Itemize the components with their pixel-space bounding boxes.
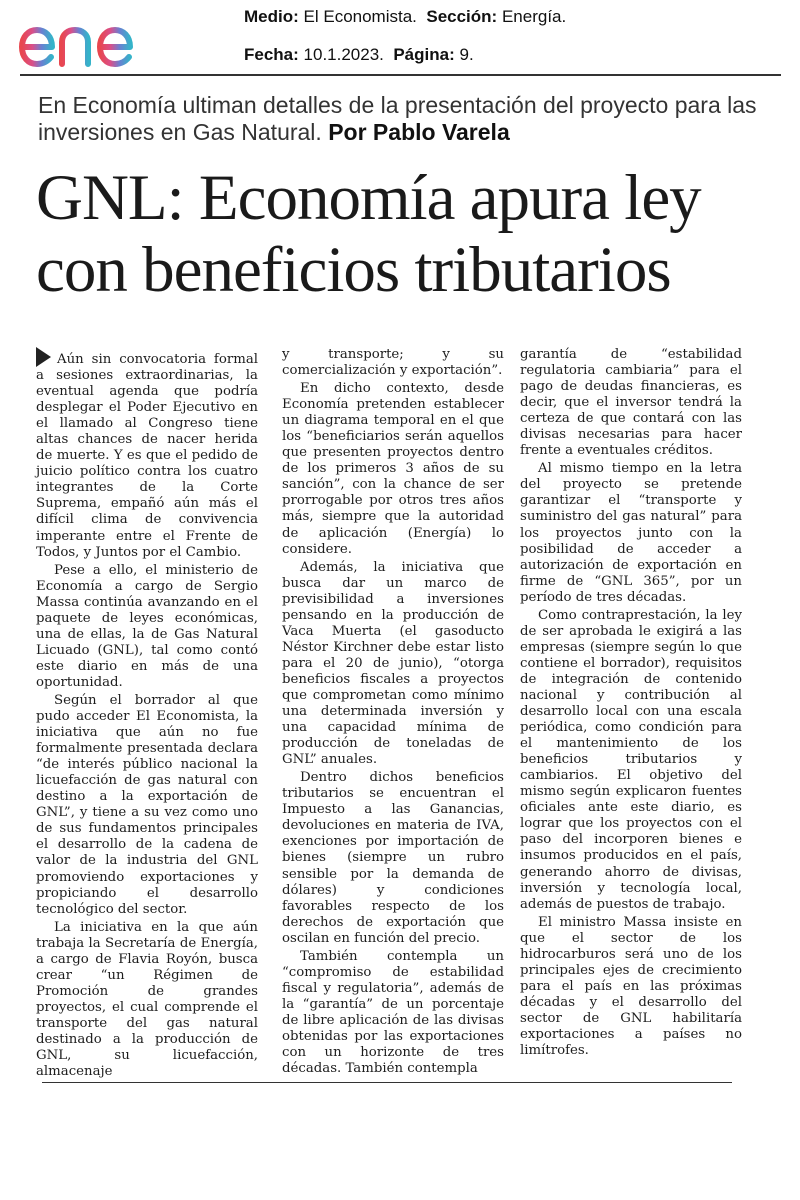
date-line [244,45,474,65]
seccion-label: Sección: [426,7,498,26]
article-kicker [38,92,758,146]
paragraph: En dicho contexto, desde Economía pretenden establecer un diagrama temporal en el que los “beneficiarios serán aquellos que presenten proyectos dentro de los primeros 3 años de su sanción”, con la chance de ser prorrogable por otros tres años más, siempre que la autoridad de aplicación (Energía) lo considere. [282,381,504,557]
paragraph-text: Aún sin convocatoria formal a sesiones extraordinarias, la eventual agenda que podría desplegar el Poder Ejecutivo en el llamado al Congreso tiene altas chances de nacer herida de muerte. Y es que el pedido de juicio político contra los cuatro integrantes de la Corte Suprema, empañó aún más el difícil clima de convivencia imperante entre el Frente de Todos, y Juntos por el Cambio. [36,352,258,560]
fecha-label: Fecha: [244,45,299,64]
article-column-3 [520,347,742,1061]
header-divider [20,74,781,76]
article-headline: GNL: Economía apura ley con beneficios tributarios [36,162,701,306]
paragraph: y transporte; y su comercialización y exportación”. [282,347,504,379]
kicker-text: En Economía ultiman detalles de la presentación del proyecto para las inversiones en Gas Natural. [38,92,757,145]
fecha-value: 10.1.2023. [303,45,384,64]
article-column-2 [282,347,504,1079]
paragraph: Pese a ello, el ministerio de Economía a cargo de Sergio Massa continúa avanzando en el paquete de leyes económicas, una de ellas, la de Gas Natural Licuado (GNL), tal como contó este diario en más de una oportunidad. [36,562,258,690]
seccion-value: Energía. [501,7,567,26]
medio-value: El Economista. [303,7,417,26]
pagina-value: 9. [459,45,474,64]
enel-logo-mark [16,14,170,70]
paragraph: Como contraprestación, la ley de ser aprobada le exigirá a las empresas (siempre según lo que contiene el borrador), requisitos de integración de contenido nacional y contribución al desarrollo local con una escala periódica, como condición para el mantenimiento de los beneficios tributarios y cambiarios. El objetivo del mismo según explicaron fuentes oficiales ante este diario, es lograr que los proyectos con el paso del incorporen bienes e insumos producidos en el país, generando ahorro de divisas, inversión y tecnología local, además de puestos de trabajo. [520,607,742,912]
paragraph: La iniciativa en la que aún trabaja la Secretaría de Energía, a cargo de Flavia Royón, busca crear “un Régimen de Promoción de grandes proyectos, el cual comprende el transporte del gas natural destinado a la producción de GNL, su licuefacción, almacenaje [36,919,258,1080]
source-line [244,7,566,27]
paragraph [36,347,258,561]
paragraph: Según el borrador al que pudo acceder El Economista, la iniciativa que aún no fue formalmente presentada declara “de interés público nacional la licuefacción de gas natural con destino a la exportación de GNL”, y tiene a su vez como uno de sus fundamentos principales el desarrollo de la cadena de valor de la industria del GNL promoviendo exportaciones y propiciando el desarrollo tecnológico del sector. [36,692,258,917]
article-author: Por Pablo Varela [328,119,510,145]
paragraph: Además, la iniciativa que busca dar un marco de previsibilidad a inversiones pensando en la producción de Vaca Muerta (el gasoducto Néstor Kirchner debe estar listo para el 20 de junio), “otorga beneficios fiscales a proyectos que comprometan como mínimo una determinada inversión y una capacidad mínima de producción de toneladas de GNL” anuales. [282,559,504,768]
paragraph: También contempla un “compromiso de estabilidad fiscal y regulatoria”, además de la “garantía” de un porcentaje de libre aplicación de las divisas obtenidas por las exportaciones con un horizonte de tres décadas. También contempla [282,948,504,1077]
medio-label: Medio: [244,7,299,26]
paragraph: Al mismo tiempo en la letra del proyecto se pretende garantizar el “transporte y suministro del gas natural” para los proyectos junto con la posibilidad de acceder a autorización de exportación en firme de “GNL 365”, por un período de tres décadas. [520,461,742,605]
footer-divider [42,1082,732,1083]
pagina-label: Página: [393,45,455,64]
enel-logo [16,14,170,70]
article-column-1 [36,347,258,1082]
paragraph: Dentro dichos beneficios tributarios se encuentran el Impuesto a las Ganancias, devoluciones en materia de IVA, exenciones por importación de bienes (siempre un rubro sensible por la demanda de dólares) y condiciones favorables respecto de los derechos de exportación que oscilan en función del precio. [282,770,504,946]
paragraph: El ministro Massa insiste en que el sector de los hidrocarburos será uno de los principales ejes de crecimiento para el país en las próximas décadas y el desarrollo del sector de GNL habilitaría exportaciones a países no limítrofes. [520,914,742,1059]
paragraph: garantía de “estabilidad regulatoria cambiaria” para el pago de deudas financieras, es decir, que el inversor tendrá la certeza de que contará con las divisas necesarias para hacer frente a eventuales créditos. [520,347,742,459]
section-marker-icon [36,347,51,367]
